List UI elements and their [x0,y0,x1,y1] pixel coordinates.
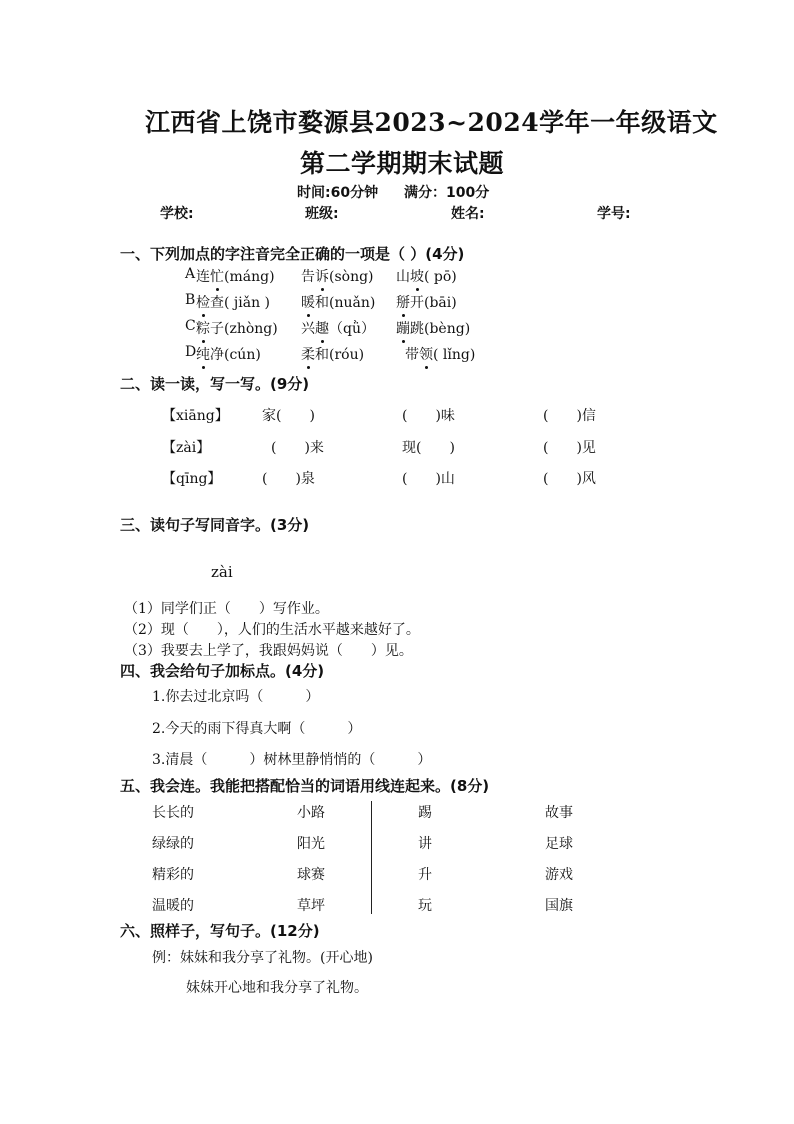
q1-option-c-item3: 蹦跳(bèng) [396,318,470,338]
q5-col4-word: 游戏 [545,867,573,883]
q1-option-a-item2: 告诉(sòng) [301,266,374,286]
exam-title-line1: 江西省上饶市婺源县2023~2024学年一年级语文 [145,108,718,137]
q2-row1-cell3: ( )信 [543,408,596,424]
q5-col4-word: 故事 [545,805,573,821]
q4-sentence-3: 3.清晨（ ）树林里静悄悄的（ ） [152,752,432,768]
q5-divider-line [371,801,372,914]
q2-row1-cell2: ( )味 [402,408,455,424]
q1-option-c-letter: C [185,318,196,334]
q1-option-d-item1: 纯净(cún) [196,344,261,364]
q1-option-d-item3: 带领( lǐng) [405,344,475,364]
q3-sentence-1: （1）同学们正（ ）写作业。 [124,601,329,617]
q1-option-b-item1: 检查( jiǎn ) [196,292,270,312]
q6-heading: 六、照样子，写句子。(12分) [120,922,320,940]
q2-row1-pinyin: 【xiāng】 [162,408,229,424]
q1-option-a-letter: A [185,266,196,282]
q5-col4-word: 国旗 [545,898,573,914]
q5-col1-word: 长长的 [152,805,194,821]
q3-sentence-2: （2）现（ ），人们的生活水平越来越好了。 [124,622,420,638]
q2-row2-cell1: ( )来 [271,440,324,456]
q1-option-a-item3: 山坡( pō) [396,266,457,286]
q1-option-c-item2: 兴趣（qǜ） [301,318,375,338]
q3-pinyin: zài [211,563,233,581]
q5-col3-word: 讲 [418,836,432,852]
name-label: 姓名: [451,206,485,222]
q1-option-d-letter: D [185,344,197,360]
school-label: 学校: [160,206,194,222]
q1-option-b-letter: B [185,292,196,308]
exam-title-line2: 第二学期期末试题 [300,149,505,178]
student-number-label: 学号: [597,206,631,222]
q2-row2-pinyin: 【zài】 [162,440,211,456]
q6-example-answer: 妹妹开心地和我分享了礼物。 [186,980,368,996]
q2-row3-cell1: ( )泉 [262,471,315,487]
q1-option-b-item3: 掰开(bāi) [396,292,457,312]
exam-time: 时间:60分钟 [297,185,379,201]
q5-col1-word: 温暖的 [152,898,194,914]
q2-heading: 二、读一读，写一写。(9分) [120,375,310,393]
q5-col1-word: 精彩的 [152,867,194,883]
q4-heading: 四、我会给句子加标点。(4分) [120,662,325,680]
q3-heading: 三、读句子写同音字。(3分) [120,516,310,534]
q5-col3-word: 踢 [418,805,432,821]
q5-col2-word: 草坪 [297,898,325,914]
q1-option-a-item1: 连忙(máng) [196,266,275,286]
q4-sentence-2: 2.今天的雨下得真大啊（ ） [152,721,362,737]
q2-row3-pinyin: 【qīng】 [162,471,222,487]
q1-option-d-item2: 柔和(róu) [301,344,364,364]
q4-sentence-1: 1.你去过北京吗（ ） [152,689,320,705]
q5-col4-word: 足球 [545,836,573,852]
exam-full-score: 满分：100分 [404,185,490,201]
q1-heading: 一、下列加点的字注音完全正确的一项是（ ）(4分) [120,245,465,263]
q5-col2-word: 阳光 [297,836,325,852]
q1-option-b-item2: 暖和(nuǎn) [301,292,375,312]
q2-row2-cell3: ( )见 [543,440,596,456]
q5-heading: 五、我会连。我能把搭配恰当的词语用线连起来。(8分) [120,777,490,795]
q3-sentence-3: （3）我要去上学了，我跟妈妈说（ ）见。 [124,643,413,659]
q2-row3-cell3: ( )风 [543,471,596,487]
q5-col3-word: 升 [418,867,432,883]
q2-row2-cell2: 现( ) [402,440,455,456]
q2-row1-cell1: 家( ) [262,408,315,424]
class-label: 班级: [305,206,339,222]
q5-col2-word: 小路 [297,805,325,821]
q5-col1-word: 绿绿的 [152,836,194,852]
q1-option-c-item1: 粽子(zhòng) [196,318,278,338]
q5-col3-word: 玩 [418,898,432,914]
q6-example: 例：妹妹和我分享了礼物。(开心地) [152,950,373,966]
q2-row3-cell2: ( )山 [402,471,455,487]
q5-col2-word: 球赛 [297,867,325,883]
